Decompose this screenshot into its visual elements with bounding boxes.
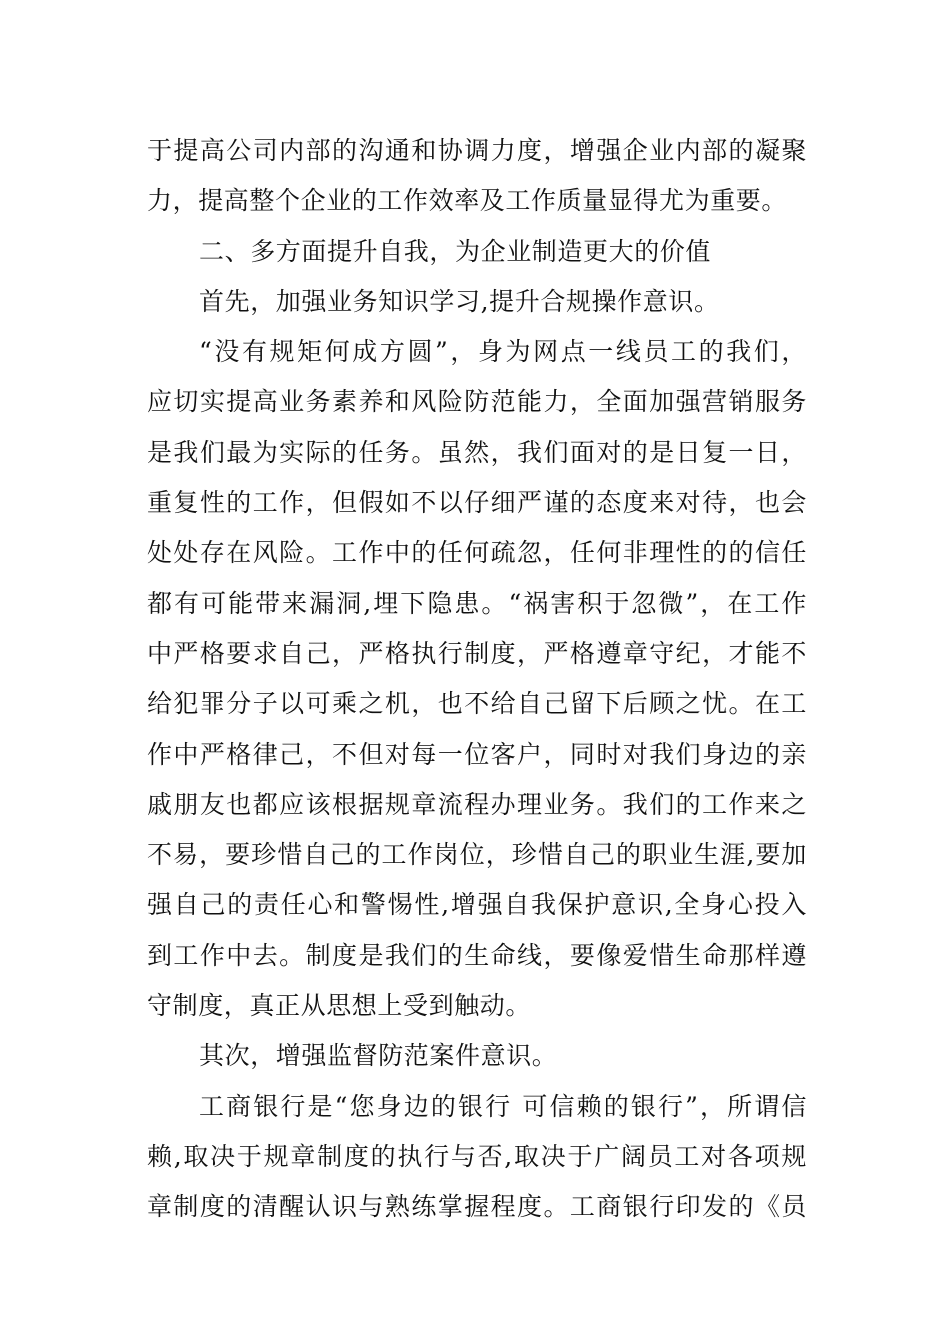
text-line-10: 都有可能带来漏洞,埋下隐患。“祸害积于忽微”，在工作 xyxy=(147,588,807,618)
text-line-9: 处处存在风险。工作中的任何疏忽，任何非理性的的信任 xyxy=(147,538,807,568)
text-line-18: 守制度，真正从思想上受到触动。 xyxy=(147,991,532,1021)
subheading-second: 其次，增强监督防范案件意识。 xyxy=(199,1041,558,1071)
text-line-8: 重复性的工作，但假如不以仔细严谨的态度来对待，也会 xyxy=(147,488,807,518)
body-text xyxy=(147,126,807,1233)
text-line-21: 赖,取决于规章制度的执行与否,取决于广阔员工对各项规 xyxy=(147,1141,807,1171)
text-line-2: 力，提高整个企业的工作效率及工作质量显得尤为重要。 xyxy=(147,186,788,216)
text-line-13: 作中严格律己，不但对每一位客户，同时对我们身边的亲 xyxy=(147,739,807,769)
text-line-17: 到工作中去。制度是我们的生命线，要像爱惜生命那样遵 xyxy=(147,940,807,970)
text-line-14: 戚朋友也都应该根据规章流程办理业务。我们的工作来之 xyxy=(147,789,807,819)
text-line-12: 给犯罪分子以可乘之机，也不给自己留下后顾之忧。在工 xyxy=(147,689,807,719)
text-line-6: 应切实提高业务素养和风险防范能力，全面加强营销服务 xyxy=(147,387,807,417)
text-line-1: 于提高公司内部的沟通和协调力度，增强企业内部的凝聚 xyxy=(147,136,807,165)
text-line-22: 章制度的清醒认识与熟练掌握程度。工商银行印发的《员 xyxy=(147,1192,807,1222)
text-line-5: “没有规矩何成方圆”，身为网点一线员工的我们， xyxy=(199,337,807,367)
text-line-7: 是我们最为实际的任务。虽然，我们面对的是日复一日， xyxy=(147,437,807,467)
text-line-15: 不易，要珍惜自己的工作岗位，珍惜自己的职业生涯,要加 xyxy=(147,840,807,870)
text-line-20: 工商银行是“您身边的银行 可信赖的银行”，所谓信 xyxy=(199,1091,807,1121)
text-line-11: 中严格要求自己，严格执行制度，严格遵章守纪，才能不 xyxy=(147,638,807,668)
section-heading: 二、多方面提升自我，为企业制造更大的价值 xyxy=(199,236,712,266)
text-line-16: 强自己的责任心和警惕性,增强自我保护意识,全身心投入 xyxy=(147,890,807,920)
subheading-first: 首先，加强业务知识学习,提升合规操作意识。 xyxy=(199,286,720,316)
